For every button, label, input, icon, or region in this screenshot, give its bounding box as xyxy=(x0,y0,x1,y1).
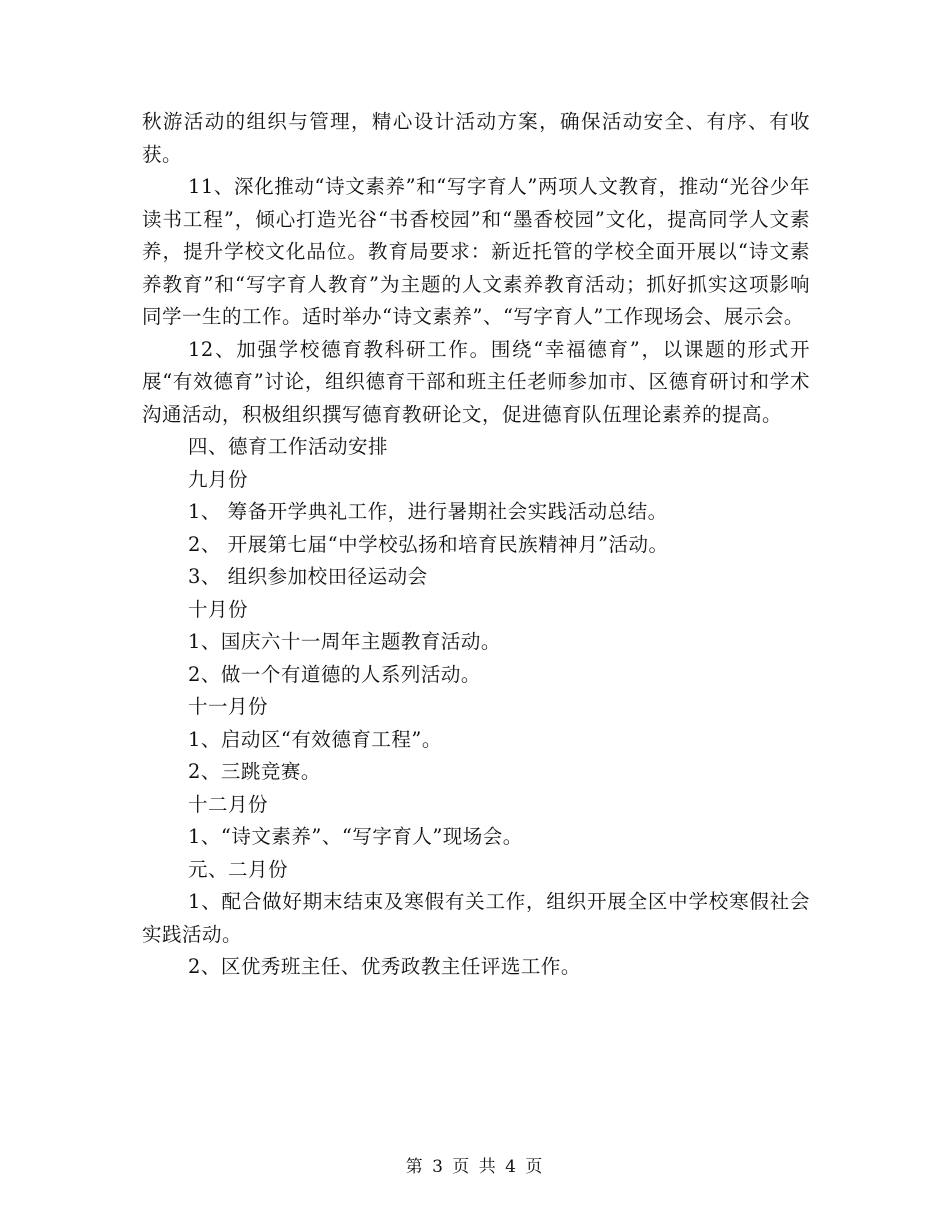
list-item: 1、配合做好期末结束及寒假有关工作，组织开展全区中学校寒假社会实践活动。 xyxy=(142,890,810,946)
list-item: 2、区优秀班主任、优秀政教主任评选工作。 xyxy=(188,955,581,978)
month-heading-december: 十二月份 xyxy=(188,792,269,816)
list-item: 1、国庆六十一周年主题教育活动。 xyxy=(188,630,501,653)
list-item: 1、 筹备开学典礼工作，进行暑期社会实践活动总结。 xyxy=(188,500,668,523)
section-heading-activities: 四、德育工作活动安排 xyxy=(188,435,389,458)
month-heading-november: 十一月份 xyxy=(188,695,269,718)
document-body xyxy=(142,106,810,984)
paragraph-item-12: 12、加强学校德育教科研工作。围绕“幸福德育”，以课题的形式开展“有效德育”讨论，组织德育干部和班主任老师参加市、区德育研讨和学术沟通活动，积极组织撰写德育教研论文，促进德育队伍理论素养的提高。 xyxy=(142,337,810,426)
list-item: 1、“诗文素养”、“写字育人”现场会。 xyxy=(188,825,523,848)
list-item: 2、做一个有道德的人系列活动。 xyxy=(188,662,481,686)
paragraph-item-11: 11、深化推动“诗文素养”和“写字育人”两项人文教育，推动“光谷少年读书工程”，倾心打造光谷“书香校园”和“墨香校园”文化，提高同学人文素养，提升学校文化品位。教育局要求：新近托管的学校全面开展以“诗文素养教育”和“写字育人教育”为主题的人文素养教育活动；抓好抓实这项影响同学一生的工作。适时举办“诗文素养”、“写字育人”工作现场会、展示会。 xyxy=(142,175,810,328)
paragraph-autumn-trip: 秋游活动的组织与管理，精心设计活动方案，确保活动安全、有序、有收获。 xyxy=(142,110,810,166)
month-heading-jan-feb: 元、二月份 xyxy=(188,857,289,881)
month-heading-september: 九月份 xyxy=(188,467,249,491)
page-number-footer: 第 3 页 共 4 页 xyxy=(405,1157,545,1177)
list-item: 2、 开展第七届“中学校弘扬和培育民族精神月”活动。 xyxy=(188,532,669,556)
list-item: 1、启动区“有效德育工程”。 xyxy=(188,727,442,751)
month-heading-october: 十月份 xyxy=(188,597,249,621)
list-item: 2、三跳竞赛。 xyxy=(188,760,321,783)
list-item: 3、 组织参加校田径运动会 xyxy=(188,565,428,588)
